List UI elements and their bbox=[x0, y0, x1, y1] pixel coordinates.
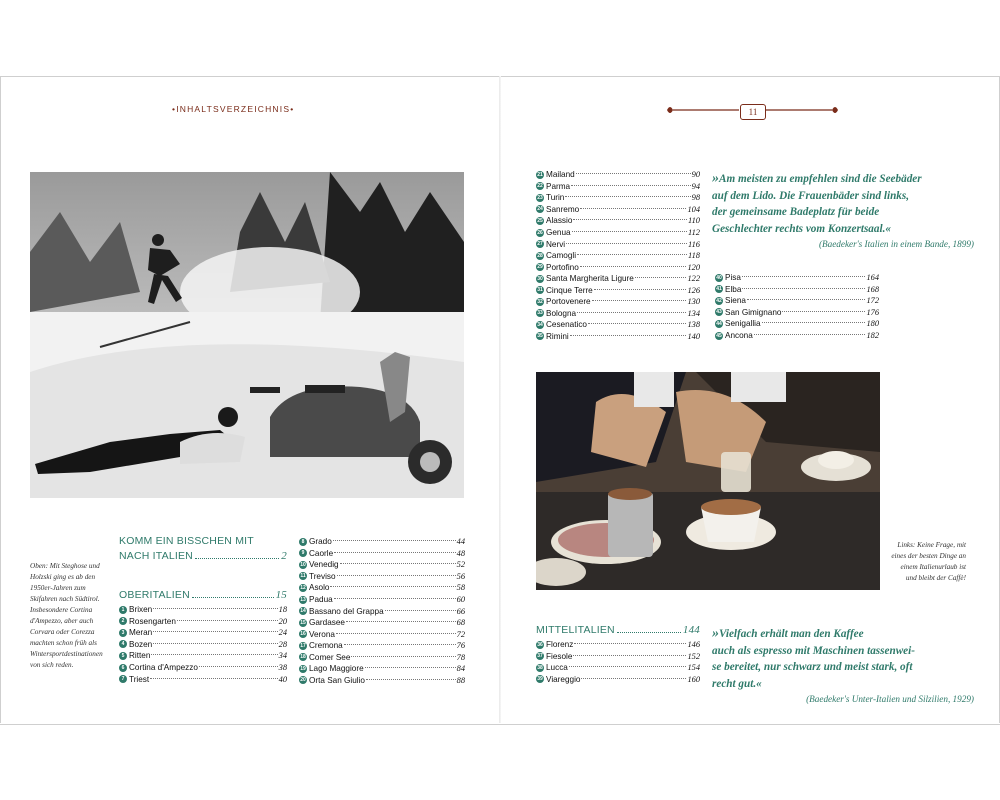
toc-entry-number-badge: 3 bbox=[119, 629, 127, 637]
toc-entry-number-badge: 27 bbox=[537, 241, 543, 248]
toc-entry-number-badge: 18 bbox=[300, 654, 306, 661]
toc-entry-page: 112 bbox=[688, 228, 700, 237]
toc-entry-page: 164 bbox=[866, 273, 879, 283]
toc-entry-page: 44 bbox=[456, 537, 465, 547]
toc-entry-leader bbox=[199, 665, 278, 667]
toc-entry bbox=[536, 331, 700, 343]
toc-entry-leader bbox=[333, 539, 456, 541]
toc-entry bbox=[536, 192, 700, 204]
toc-entry-name: Sanremo bbox=[546, 204, 580, 214]
toc-entry bbox=[299, 605, 465, 617]
toc-entry-page: 18 bbox=[278, 605, 287, 615]
toc-entry-leader bbox=[337, 574, 456, 576]
toc-entry-leader bbox=[366, 678, 456, 680]
toc-entry bbox=[536, 296, 700, 308]
toc-entry-number-badge: 26 bbox=[537, 229, 543, 236]
section-intro-title-line2: NACH ITALIEN bbox=[119, 550, 193, 562]
toc-entry-leader bbox=[153, 630, 277, 632]
toc-entry-name: Lucca bbox=[546, 663, 568, 673]
toc-column-1 bbox=[119, 604, 287, 685]
toc-entry-number-badge: 1 bbox=[119, 606, 127, 614]
toc-entry-number-badge: 33 bbox=[537, 310, 543, 317]
quote-lido-line2: auf dem Lido. Die Frauenbäder sind links, bbox=[712, 189, 910, 202]
toc-entry-number-badge: 9 bbox=[299, 549, 307, 557]
quote-lido-line4: Geschlechter rechts vom Konzertsaal.« bbox=[712, 222, 891, 235]
toc-entry-number-badge: 8 bbox=[299, 538, 307, 546]
toc-entry-name: Portovenere bbox=[546, 297, 591, 307]
section-intro-page: 2 bbox=[281, 550, 287, 562]
toc-entry-name: Cinque Terre bbox=[546, 285, 593, 295]
toc-entry bbox=[715, 272, 879, 284]
running-title: INHALTSVERZEICHNIS bbox=[176, 104, 291, 114]
toc-entry bbox=[536, 662, 700, 674]
toc-entry-name: Parma bbox=[546, 181, 571, 191]
toc-entry-name: Camogli bbox=[546, 251, 577, 261]
toc-entry bbox=[715, 295, 879, 307]
toc-entry-name: Alassio bbox=[546, 216, 573, 226]
toc-entry bbox=[299, 651, 465, 663]
section-oberitalien-page: 15 bbox=[275, 589, 287, 601]
toc-entry-number-badge: 5 bbox=[119, 652, 127, 660]
toc-entry bbox=[715, 307, 879, 319]
toc-entry-leader bbox=[569, 665, 687, 667]
toc-entry-number-badge: 44 bbox=[716, 320, 722, 327]
toc-entry-page: 176 bbox=[866, 307, 879, 317]
page-number: 11 bbox=[740, 104, 766, 120]
quote-lido-source: (Baedeker's Italien in einem Bande, 1899) bbox=[818, 239, 974, 249]
toc-entry-number-badge: 32 bbox=[537, 298, 543, 305]
toc-entry bbox=[536, 215, 700, 227]
toc-entry-number-badge: 12 bbox=[300, 584, 306, 591]
toc-entry-name: Rosengarten bbox=[129, 616, 176, 626]
section-mittelitalien bbox=[536, 624, 700, 636]
toc-entry bbox=[299, 559, 465, 571]
quote-kaffee-source: (Baedeker's Unter-Italien und Silzilien, 1929) bbox=[806, 694, 974, 704]
toc-entry-leader bbox=[576, 172, 691, 174]
toc-entry-leader bbox=[151, 653, 277, 655]
section-oberitalien bbox=[119, 589, 287, 601]
toc-entry-leader bbox=[574, 642, 686, 644]
toc-entry-number-badge: 29 bbox=[537, 264, 543, 271]
toc-entry-leader bbox=[580, 265, 687, 267]
section-oberitalien-title: OBERITALIEN bbox=[119, 589, 190, 601]
toc-entry bbox=[119, 604, 287, 616]
toc-entry bbox=[536, 273, 700, 285]
toc-entry-name: Santa Margherita Ligure bbox=[546, 274, 634, 284]
toc-entry bbox=[299, 663, 465, 675]
toc-entry-page: 52 bbox=[456, 560, 465, 570]
toc-entry-name: Gardasee bbox=[309, 618, 345, 628]
toc-entry bbox=[299, 536, 465, 548]
toc-entry-number-badge: 16 bbox=[300, 631, 306, 638]
toc-entry-leader bbox=[565, 195, 690, 197]
toc-entry-page: 130 bbox=[687, 297, 700, 307]
quote-kaffee-text bbox=[712, 626, 974, 692]
toc-entry-leader bbox=[572, 230, 687, 232]
toc-entry-leader bbox=[177, 619, 278, 621]
toc-entry-page: 60 bbox=[456, 595, 465, 604]
page-edge-left bbox=[0, 76, 1, 723]
toc-entry bbox=[119, 650, 287, 662]
toc-entry-page: 98 bbox=[691, 193, 700, 203]
toc-entry-leader bbox=[385, 609, 456, 611]
toc-entry-leader bbox=[577, 253, 687, 255]
toc-entry-name: Florenz bbox=[546, 640, 574, 650]
toc-entry-page: 160 bbox=[687, 674, 700, 684]
toc-entry-number-badge: 21 bbox=[537, 171, 543, 178]
toc-entry-number-badge: 14 bbox=[300, 608, 306, 615]
toc-entry-leader bbox=[344, 643, 456, 645]
toc-entry-name: Grado bbox=[309, 537, 332, 547]
toc-entry-number-badge: 35 bbox=[537, 333, 543, 340]
toc-entry-page: 140 bbox=[687, 331, 700, 341]
toc-entry-number-badge: 42 bbox=[716, 297, 722, 304]
toc-entry-leader bbox=[754, 333, 866, 335]
toc-entry bbox=[299, 582, 465, 594]
toc-entry bbox=[536, 284, 700, 296]
toc-entry bbox=[119, 673, 287, 685]
toc-entry-name: Cortina d'Ampezzo bbox=[129, 663, 198, 672]
toc-entry-number-badge: 28 bbox=[537, 252, 543, 259]
toc-entry-page: 90 bbox=[691, 170, 700, 180]
section-mittelitalien-page: 144 bbox=[682, 624, 700, 636]
toc-entry-page: 38 bbox=[278, 663, 287, 672]
toc-entry-page: 138 bbox=[687, 320, 700, 330]
toc-entry-leader bbox=[580, 207, 686, 209]
quote-kaffee-line3: se bereitet, nur schwarz und meist stark, oft bbox=[712, 661, 913, 673]
toc-entry-name: Asolo bbox=[309, 583, 330, 593]
toc-entry bbox=[299, 571, 465, 583]
toc-entry-leader bbox=[581, 677, 686, 679]
toc-entry-page: 76 bbox=[456, 641, 465, 651]
toc-entry-name: Bassano del Grappa bbox=[309, 606, 384, 616]
toc-entry-leader bbox=[782, 310, 865, 312]
toc-entry-page: 168 bbox=[866, 284, 879, 294]
toc-entry-number-badge: 41 bbox=[716, 286, 722, 293]
section-oberitalien-leader bbox=[192, 597, 274, 598]
toc-entry-name: Ancona bbox=[725, 331, 753, 340]
toc-entry bbox=[119, 639, 287, 651]
toc-entry-name: San Gimignano bbox=[725, 307, 782, 317]
toc-entry-leader bbox=[150, 677, 277, 679]
toc-entry-name: Portofino bbox=[546, 262, 579, 272]
toc-entry-name: Triest bbox=[129, 674, 150, 684]
toc-entry-name: Verona bbox=[309, 629, 335, 639]
toc-entry bbox=[299, 628, 465, 640]
toc-entry-number-badge: 10 bbox=[300, 561, 306, 568]
toc-entry-name: Padua bbox=[309, 595, 333, 604]
toc-entry-number-badge: 43 bbox=[716, 309, 722, 316]
toc-entry-page: 84 bbox=[456, 664, 465, 674]
toc-entry bbox=[536, 319, 700, 331]
toc-entry-name: Turin bbox=[546, 193, 565, 203]
toc-entry-number-badge: 17 bbox=[300, 642, 306, 649]
toc-entry-leader bbox=[334, 597, 456, 599]
header-diamond-right: • bbox=[290, 104, 295, 114]
toc-entry-leader bbox=[351, 655, 455, 657]
toc-entry-name: Siena bbox=[725, 296, 746, 306]
photo-caffe bbox=[536, 372, 880, 590]
toc-entry-number-badge: 24 bbox=[537, 206, 543, 213]
toc-entry-leader bbox=[340, 562, 456, 564]
toc-entry-number-badge: 40 bbox=[716, 274, 722, 281]
quote-kaffee-line1: Vielfach erhält man den Kaffee bbox=[719, 628, 864, 640]
toc-entry-number-badge: 20 bbox=[300, 677, 306, 684]
running-header bbox=[172, 104, 294, 114]
caption-left: Oben: Mit Steghose und Holzski ging es ab den 1950er-Jahren zum Skifahren nach Südtirol. Insbesondere Cortina d'Ampezzo, aber auch Corvara oder Corezza machten schon früh als Wintersportdestinationen von sich reden. bbox=[30, 562, 103, 669]
toc-entry bbox=[536, 308, 700, 320]
toc-entry-page: 154 bbox=[687, 663, 700, 673]
toc-entry-leader bbox=[570, 334, 687, 336]
section-intro bbox=[119, 533, 287, 562]
toc-entry-page: 72 bbox=[456, 629, 465, 639]
toc-entry-page: 120 bbox=[687, 262, 700, 272]
toc-entry bbox=[536, 651, 700, 663]
toc-entry-number-badge: 31 bbox=[537, 287, 543, 294]
toc-entry-name: Cremona bbox=[309, 641, 343, 651]
quote-lido bbox=[712, 171, 974, 249]
toc-entry-page: 172 bbox=[866, 296, 879, 306]
toc-entry bbox=[299, 617, 465, 629]
toc-entry-number-badge: 23 bbox=[537, 194, 543, 201]
toc-entry bbox=[536, 238, 700, 250]
toc-entry-number-badge: 25 bbox=[537, 217, 543, 224]
toc-entry-page: 28 bbox=[278, 639, 287, 649]
toc-entry-leader bbox=[365, 666, 456, 668]
toc-entry-leader bbox=[566, 242, 687, 244]
book-gutter bbox=[499, 76, 501, 723]
toc-entry-name: Pisa bbox=[725, 273, 741, 283]
quote-kaffee-mark: » bbox=[712, 626, 719, 641]
toc-entry-page: 24 bbox=[278, 628, 287, 638]
quote-lido-text bbox=[712, 171, 974, 237]
toc-entry-number-badge: 22 bbox=[537, 183, 543, 190]
toc-column-5 bbox=[715, 272, 879, 341]
toc-entry-page: 122 bbox=[687, 274, 700, 284]
toc-entry bbox=[536, 181, 700, 193]
toc-entry-leader bbox=[153, 642, 277, 644]
toc-entry-leader bbox=[742, 287, 865, 289]
toc-entry-number-badge: 4 bbox=[119, 640, 127, 648]
section-mittelitalien-leader bbox=[617, 632, 681, 633]
toc-entry-name: Rimini bbox=[546, 331, 569, 341]
toc-entry-leader bbox=[594, 288, 687, 290]
toc-entry bbox=[715, 284, 879, 296]
toc-entry-leader bbox=[334, 551, 456, 553]
toc-entry-name: Genua bbox=[546, 228, 571, 237]
toc-entry-leader bbox=[635, 276, 687, 278]
quote-kaffee bbox=[712, 626, 974, 704]
toc-entry-name: Comer See bbox=[309, 652, 351, 662]
toc-entry-name: Orta San Giulio bbox=[309, 675, 365, 685]
toc-entry-name: Senigallia bbox=[725, 319, 761, 329]
toc-entry-number-badge: 39 bbox=[537, 676, 543, 683]
toc-entry-name: Brixen bbox=[129, 605, 153, 615]
toc-entry-leader bbox=[571, 184, 691, 186]
toc-entry-leader bbox=[588, 322, 686, 324]
quote-lido-line3: der gemeinsame Badeplatz für beide bbox=[712, 206, 880, 218]
toc-entry bbox=[536, 250, 700, 262]
section-intro-leader bbox=[195, 558, 279, 559]
toc-entry-leader bbox=[336, 632, 456, 634]
header-diamond-left: • bbox=[172, 104, 177, 114]
toc-entry-number-badge: 19 bbox=[300, 665, 306, 672]
toc-entry-page: 116 bbox=[688, 239, 700, 249]
toc-entry-name: Venedig bbox=[309, 560, 339, 570]
toc-entry-number-badge: 7 bbox=[119, 675, 127, 683]
toc-entry-name: Mailand bbox=[546, 170, 575, 180]
toc-entry-page: 152 bbox=[687, 651, 700, 661]
toc-entry-page: 58 bbox=[456, 583, 465, 593]
photo-ski-scooter bbox=[30, 172, 464, 498]
toc-entry-page: 56 bbox=[456, 571, 465, 581]
toc-entry-number-badge: 11 bbox=[300, 573, 306, 580]
toc-entry bbox=[536, 674, 700, 686]
toc-entry-page: 78 bbox=[456, 652, 465, 662]
section-mittelitalien-title: MITTELITALIEN bbox=[536, 624, 615, 636]
toc-column-2 bbox=[299, 536, 465, 686]
toc-entry-leader bbox=[346, 620, 456, 622]
toc-entry-number-badge: 30 bbox=[537, 275, 543, 282]
toc-entry bbox=[119, 616, 287, 628]
toc-entry-leader bbox=[577, 311, 686, 313]
toc-entry-page: 88 bbox=[456, 675, 465, 685]
toc-entry-page: 20 bbox=[278, 616, 287, 626]
toc-entry bbox=[715, 330, 879, 342]
toc-entry-number-badge: 34 bbox=[537, 321, 543, 328]
toc-entry-leader bbox=[742, 275, 866, 277]
toc-entry-name: Elba bbox=[725, 284, 742, 294]
toc-entry-page: 48 bbox=[456, 548, 465, 558]
toc-entry-number-badge: 37 bbox=[537, 653, 543, 660]
toc-entry-page: 118 bbox=[688, 251, 700, 261]
toc-entry-leader bbox=[762, 321, 866, 323]
toc-entry bbox=[536, 639, 700, 651]
toc-entry-leader bbox=[330, 585, 455, 587]
section-intro-title-line1: KOMM EIN BISSCHEN MIT bbox=[119, 535, 254, 547]
toc-entry-name: Fiesole bbox=[546, 651, 573, 661]
toc-entry-name: Nervi bbox=[546, 239, 566, 249]
quote-lido-mark: » bbox=[712, 171, 719, 186]
toc-entry-page: 94 bbox=[691, 181, 700, 191]
toc-column-4 bbox=[536, 639, 700, 685]
toc-entry-name: Lago Maggiore bbox=[309, 664, 364, 674]
toc-entry-page: 40 bbox=[278, 674, 287, 684]
toc-entry bbox=[536, 261, 700, 273]
toc-entry-page: 104 bbox=[687, 204, 700, 214]
quote-kaffee-line2: auch als espresso mit Maschinen tassenwei- bbox=[712, 644, 915, 657]
toc-column-3 bbox=[536, 169, 700, 342]
toc-entry-number-badge: 45 bbox=[716, 332, 722, 339]
toc-entry-page: 68 bbox=[456, 618, 465, 628]
toc-entry-leader bbox=[573, 218, 687, 220]
toc-entry-page: 34 bbox=[278, 651, 287, 661]
toc-entry bbox=[299, 640, 465, 652]
toc-entry-page: 134 bbox=[687, 308, 700, 318]
toc-entry-page: 110 bbox=[688, 216, 700, 226]
toc-entry bbox=[536, 227, 700, 239]
toc-entry-name: Meran bbox=[129, 628, 153, 638]
toc-entry-name: Ritten bbox=[129, 651, 151, 661]
toc-entry-name: Cesenatico bbox=[546, 320, 587, 330]
toc-entry-name: Treviso bbox=[309, 571, 336, 581]
toc-entry bbox=[715, 318, 879, 330]
toc-entry-name: Viareggio bbox=[546, 674, 581, 684]
toc-entry-number-badge: 38 bbox=[537, 664, 543, 671]
toc-entry bbox=[119, 627, 287, 639]
toc-entry-page: 180 bbox=[866, 319, 879, 329]
caption-right: Links: Keine Frage, mit eines der besten Dinge an einem Italienurlaub ist und bleibt der Caffè! bbox=[891, 541, 966, 582]
toc-entry-page: 146 bbox=[687, 640, 700, 650]
toc-entry bbox=[299, 548, 465, 560]
toc-entry bbox=[536, 204, 700, 216]
toc-entry bbox=[299, 675, 465, 687]
toc-entry bbox=[299, 594, 465, 606]
toc-entry bbox=[536, 169, 700, 181]
toc-entry-name: Bozen bbox=[129, 639, 153, 649]
toc-entry-name: Bologna bbox=[546, 308, 577, 318]
quote-kaffee-line4: recht gut.« bbox=[712, 677, 762, 690]
toc-entry-name: Caorle bbox=[309, 548, 334, 558]
toc-entry bbox=[119, 662, 287, 674]
toc-entry-number-badge: 2 bbox=[119, 617, 127, 625]
toc-entry-number-badge: 6 bbox=[119, 664, 127, 672]
toc-entry-number-badge: 13 bbox=[300, 596, 306, 603]
toc-entry-page: 182 bbox=[866, 331, 879, 340]
toc-entry-leader bbox=[153, 607, 277, 609]
toc-entry-leader bbox=[592, 299, 687, 301]
toc-entry-number-badge: 15 bbox=[300, 619, 306, 626]
toc-entry-number-badge: 36 bbox=[537, 641, 543, 648]
toc-entry-leader bbox=[747, 298, 865, 300]
toc-entry-page: 126 bbox=[687, 285, 700, 295]
toc-entry-leader bbox=[573, 654, 686, 656]
section-intro-line2 bbox=[119, 550, 287, 562]
toc-entry-page: 66 bbox=[456, 606, 465, 616]
quote-lido-line1: Am meisten zu empfehlen sind die Seebäder bbox=[719, 173, 922, 185]
